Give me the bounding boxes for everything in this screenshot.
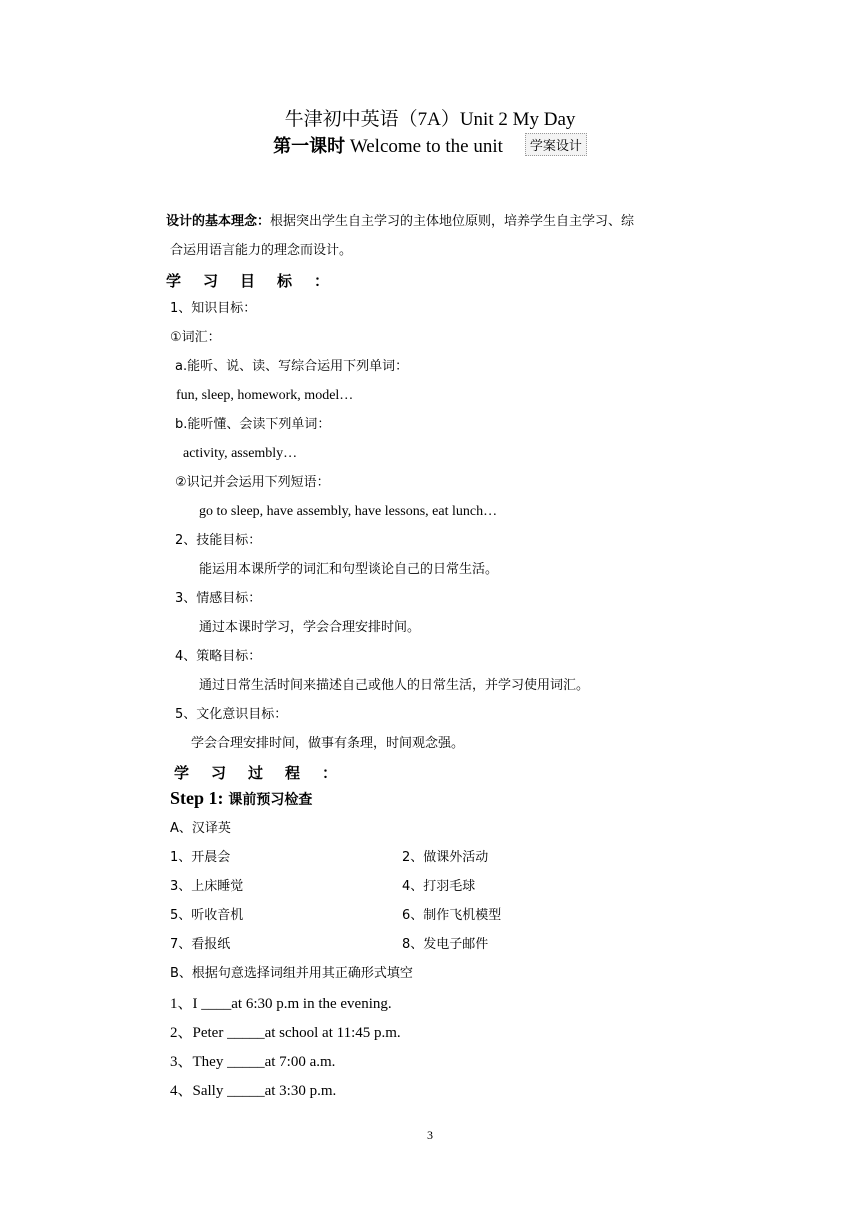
goal-skill-text: 能运用本课所学的词汇和句型谈论自己的日常生活。 xyxy=(199,562,499,577)
page-number: 3 xyxy=(427,1128,433,1142)
document-title: 牛津初中英语（7A）Unit 2 My Day xyxy=(284,109,576,130)
section-a-title: A、汉译英 xyxy=(170,821,231,836)
goal-emotion-text: 通过本课时学习，学会合理安排时间。 xyxy=(199,620,421,635)
goal-vocab-b-words: activity, assembly… xyxy=(183,446,298,461)
list-item: 8、发电子邮件 xyxy=(402,937,489,952)
process-heading: 学习过程： xyxy=(174,764,360,782)
section-b-title: B、根据句意选择词组并用其正确形式填空 xyxy=(170,966,413,981)
goals-heading: 学习目标： xyxy=(166,272,352,290)
goal-skill: 2、技能目标： xyxy=(175,533,262,548)
design-tag: 学案设计 xyxy=(525,133,587,156)
goal-culture: 5、文化意识目标： xyxy=(175,707,288,722)
step1-title: 课前预习检查 xyxy=(223,792,313,808)
list-item: 2、做课外活动 xyxy=(402,850,489,865)
step1-heading xyxy=(170,788,312,809)
goal-emotion: 3、情感目标： xyxy=(175,591,262,606)
goal-phrases: ②识记并会运用下列短语： xyxy=(175,475,330,490)
concept-text-1: 根据突出学生自主学习的主体地位原则，培养学生自主学习、综 xyxy=(270,214,635,229)
concept-line-1 xyxy=(166,212,634,232)
list-item: 4、打羽毛球 xyxy=(402,879,476,894)
list-item: 1、开晨会 xyxy=(170,850,231,865)
exercise-item: 1、I ____at 6:30 p.m in the evening. xyxy=(170,996,392,1012)
goal-knowledge: 1、知识目标： xyxy=(170,301,257,316)
list-item: 6、制作飞机模型 xyxy=(402,908,502,923)
goal-vocab-b: b.能听懂、会读下列单词： xyxy=(175,417,331,432)
exercise-item: 3、They _____at 7:00 a.m. xyxy=(170,1054,336,1070)
list-item: 5、听收音机 xyxy=(170,908,244,923)
goal-vocab-a-words: fun, sleep, homework, model… xyxy=(176,388,354,403)
goal-vocab-a: a.能听、说、读、写综合运用下列单词： xyxy=(175,359,409,374)
lesson-title: Welcome to the unit xyxy=(345,136,503,157)
step1-label: Step 1: xyxy=(170,788,224,808)
exercise-item: 4、Sally _____at 3:30 p.m. xyxy=(170,1083,337,1099)
document-subtitle xyxy=(0,132,860,158)
lesson-number: 第一课时 xyxy=(273,136,346,157)
exercise-item: 2、Peter _____at school at 11:45 p.m. xyxy=(170,1025,401,1041)
goal-phrases-list: go to sleep, have assembly, have lessons, eat lunch… xyxy=(199,504,498,519)
goal-culture-text: 学会合理安排时间，做事有条理，时间观念强。 xyxy=(191,736,465,751)
list-item: 7、看报纸 xyxy=(170,937,231,952)
goal-strategy-text: 通过日常生活时间来描述自己或他人的日常生活，并学习使用词汇。 xyxy=(199,678,590,693)
concept-label: 设计的基本理念： xyxy=(166,214,271,229)
goal-vocab: ①词汇： xyxy=(170,330,221,345)
concept-text-2: 合运用语言能力的理念而设计。 xyxy=(170,243,353,258)
list-item: 3、上床睡觉 xyxy=(170,879,244,894)
goal-strategy: 4、策略目标： xyxy=(175,649,262,664)
